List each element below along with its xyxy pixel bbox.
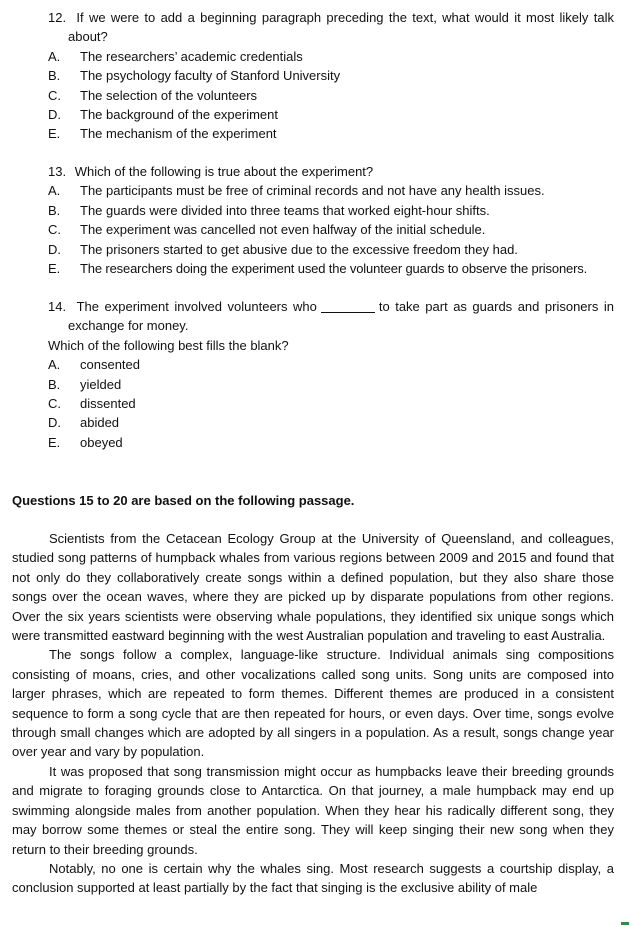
option-text: dissented [80, 396, 136, 412]
option-letter: B. [48, 376, 61, 392]
option-e [12, 259, 614, 278]
option-text: The prisoners started to get abusive due to the excessive freedom they had. [80, 241, 518, 257]
option-text: obeyed [80, 434, 123, 450]
option-text: The researchers doing the experiment used the volunteer guards to observe the prisoners. [80, 261, 588, 277]
passage-paragraph: Scientists from the Cetacean Ecology Group at the University of Queensland, and colleagues, studied song patterns of humpback whales from various regions between 2009 and 2015 and found that not only do they collaboratively create songs within a defined population, but they also share those songs over the ocean waves, where they are picked up by disparate populations from other regions. Over the six years scientists were observing whale populations, they identified six unique songs which were transmitted eastward beginning with the west Australian population and traveling to east Australia. [12, 531, 614, 644]
option-letter: A. [48, 357, 61, 373]
option-d [12, 240, 614, 259]
question-text: If we were to add a beginning paragraph preceding the text, what would it most likely talk about? [68, 10, 614, 45]
question-text: Which of the following is true about the experiment? [74, 164, 374, 179]
option-text: yielded [80, 376, 122, 392]
passage-paragraph: Notably, no one is certain why the whales sing. Most research suggests a courtship display, a conclusion supported at least partially by the fact that singing is the exclusive ability of male [12, 860, 614, 896]
option-text: The selection of the volunteers [80, 87, 258, 103]
option-a [12, 47, 614, 66]
option-letter: B. [48, 202, 61, 218]
passage-heading: Questions 15 to 20 are based on the following passage. [12, 493, 355, 508]
question-number: 13. [48, 164, 67, 179]
answer-blank [321, 312, 375, 313]
option-letter: B. [48, 68, 61, 84]
option-b [12, 66, 614, 85]
question-text-after: to take part as guards and prisoners in exchange for money. [68, 299, 614, 334]
option-letter: D. [48, 241, 61, 257]
option-a [12, 355, 614, 374]
option-b [12, 375, 614, 394]
option-letter: C. [48, 222, 61, 238]
option-d [12, 413, 614, 432]
option-c [12, 394, 614, 413]
question-stem [12, 8, 614, 47]
passage-paragraph: It was proposed that song transmission might occur as humpbacks leave their breeding grounds and migrate to foraging grounds close to Antarctica. On that journey, a male humpback may end up swimming alongside males from another population. When they hear his radically different song, they may borrow some themes or steal the entire song. They will keep singing their new song when they return to their breeding grounds. [12, 763, 614, 857]
question-stem [12, 162, 614, 181]
question-13 [12, 162, 614, 278]
option-letter: E. [48, 261, 61, 277]
option-letter: A. [48, 183, 61, 199]
question-stem [12, 297, 614, 336]
question-number: 14. [48, 299, 67, 314]
option-text: The participants must be free of criminal records and not have any health issues. [80, 183, 545, 199]
option-text: The mechanism of the experiment [80, 126, 277, 142]
passage-paragraph: The songs follow a complex, language-like structure. Individual animals sing compositions consisting of moans, cries, and other vocalizations called song units. Song units are composed into larger phrases, which are repeated to form themes. Different themes are produced in a consistent sequence to form a song cycle that are then repeated for hours, or even days. Over time, songs evolve through small changes which are adopted by all singers in a population. As a result, songs change year over year and vary by population. [12, 647, 614, 760]
option-b [12, 201, 614, 220]
option-c [12, 86, 614, 105]
option-letter: D. [48, 107, 61, 123]
option-text: The researchers’ academic credentials [80, 48, 303, 64]
option-d [12, 105, 614, 124]
question-14 [12, 297, 614, 452]
option-text: abided [80, 415, 120, 431]
option-letter: E. [48, 434, 61, 450]
option-e [12, 433, 614, 452]
option-letter: D. [48, 415, 61, 431]
option-text: The experiment was cancelled not even halfway of the initial schedule. [80, 222, 486, 238]
option-e [12, 124, 614, 143]
passage-body [12, 529, 614, 898]
question-number: 12. [48, 10, 67, 25]
option-c [12, 220, 614, 239]
question-text-before: The experiment involved volunteers who [76, 299, 317, 314]
option-text: The guards were divided into three teams that worked eight-hour shifts. [80, 202, 490, 218]
question-prompt: Which of the following best fills the blank? [48, 337, 289, 353]
option-letter: C. [48, 87, 61, 103]
option-text: consented [80, 357, 140, 373]
option-text: The psychology faculty of Stanford University [80, 68, 341, 84]
option-letter: E. [48, 126, 61, 142]
option-a [12, 181, 614, 200]
option-letter: A. [48, 48, 61, 64]
question-12 [12, 8, 614, 144]
option-text: The background of the experiment [80, 107, 279, 123]
option-letter: C. [48, 396, 61, 412]
